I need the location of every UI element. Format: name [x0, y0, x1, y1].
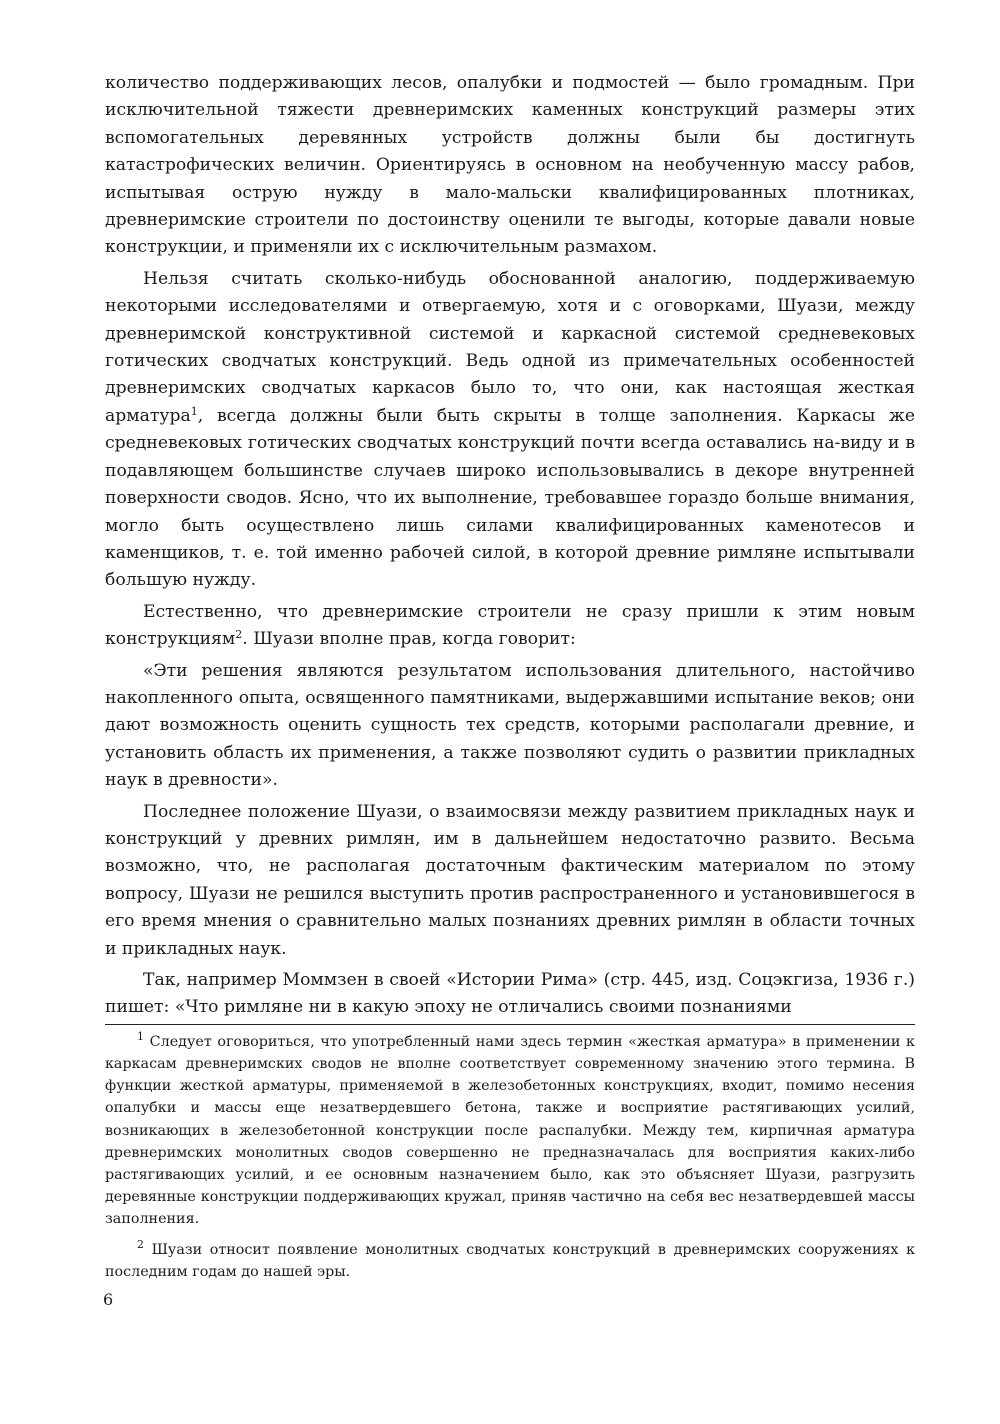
footnote — [105, 1239, 915, 1283]
footnotes — [105, 1031, 915, 1283]
footnote-divider — [105, 1024, 915, 1025]
body-paragraph — [105, 599, 915, 654]
paragraph-text: Естественно, что древнеримские строители не сразу пришли к этим новым конструкциям — [105, 601, 915, 650]
page-body — [105, 70, 915, 1283]
quotation-paragraph: «Эти решения являются результатом использования длительного, настойчиво накопленного опыта, освященного памятниками, выдержавшими испытание веков; они дают возможность оценить сущность тех средств, которыми располагали древние, и установить область их применения, а также позволяют судить о развитии прикладных наук в древности». — [105, 660, 915, 791]
page-number: 6 — [103, 1290, 114, 1309]
body-paragraph: Последнее положение Шуази, о взаимосвязи между развитием прикладных наук и конструкций у древних римлян, им в дальнейшем недостаточно развито. Весьма возможно, что, не располагая достаточным фактическим материалом по этому вопросу, Шуази не решился выступить против распространенного и установившегося в его время мнения о сравнительно малых познаниях древних римлян в области точных и прикладных наук. — [105, 801, 915, 959]
footnote-reference[interactable]: 1 — [190, 404, 198, 418]
footnote — [105, 1031, 915, 1231]
body-paragraph: количество поддерживающих лесов, опалубки и подмостей — было громадным. При исключительной тяжести древнеримских каменных конструкций размеры этих вспомогательных деревянных устройств должны были бы достигнуть катастрофических величин. Ориентируясь в основном на необученную массу рабов, испытывая острую нужду в мало-мальски квалифицированных плотниках, древнеримские строители по достоинству оценили те выгоды, которые давали новые конструкции, и применяли их с исключительным размахом. — [105, 73, 915, 258]
footnote-marker: 2 — [137, 1237, 144, 1251]
footnote-text: Следует оговориться, что употребленный нами здесь термин «жесткая арматура» в применении к каркасам древнеримских сводов не вполне соответствует современному значению этого термина. В функции жесткой арматуры, применяемой в железобетонных конструкциях, входит, помимо несения опалубки и массы еще незатвердевшего бетона, также и восприятие растягивающих усилий, возникающих в железобетонной конструкции после распалубки. Между тем, кирпичная арматура древнеримских монолитных сводов совершенно не предназначалась для восприятия каких-либо растягивающих усилий, и ее основным назначением было, как это объясняет Шуази, разгрузить деревянные конструкции поддерживающих кружал, приняв частично на себя вес незатвердевшей массы заполнения. — [105, 1033, 915, 1228]
footnote-reference[interactable]: 2 — [235, 628, 243, 642]
footnote-marker: 1 — [137, 1029, 144, 1043]
paragraph-text: Нельзя считать сколько-нибудь обоснованной аналогию, поддерживаемую некоторыми исследователями и отвергаемую, хотя и с оговорками, Шуази, между древнеримской конструктивной системой и каркасной системой средневековых готических сводчатых конструкций. Ведь одной из примечательных особенностей древнеримских сводчатых каркасов было то, что они, как настоящая жесткая арматура — [105, 268, 915, 426]
paragraph-text: , всегда должны были быть скрыты в толще заполнения. Каркасы же средневековых готических сводчатых конструкций почти всегда оставались на-виду и в подавляющем большинстве случаев широко использовывались в декоре внутренней поверхности сводов. Ясно, что их выполнение, требовавшее гораздо больше внимания, могло быть осуществлено лишь силами квалифицированных каменотесов и каменщиков, т. е. той именно рабочей силой, в которой древние римляне испытывали большую нужду. — [105, 405, 915, 591]
footnote-text: Шуази относит появление монолитных сводчатых конструкций в древнеримских сооружениях к последним годам до нашей эры. — [105, 1241, 916, 1280]
body-paragraph — [105, 266, 915, 595]
paragraph-text: . Шуази вполне прав, когда говорит: — [242, 629, 576, 650]
body-paragraph: Так, например Моммзен в своей «Истории Рима» (стр. 445, изд. Соцэкгиза, 1936 г.) пишет: «Что римляне ни в какую эпоху не отличались своими познаниями — [105, 970, 915, 1018]
